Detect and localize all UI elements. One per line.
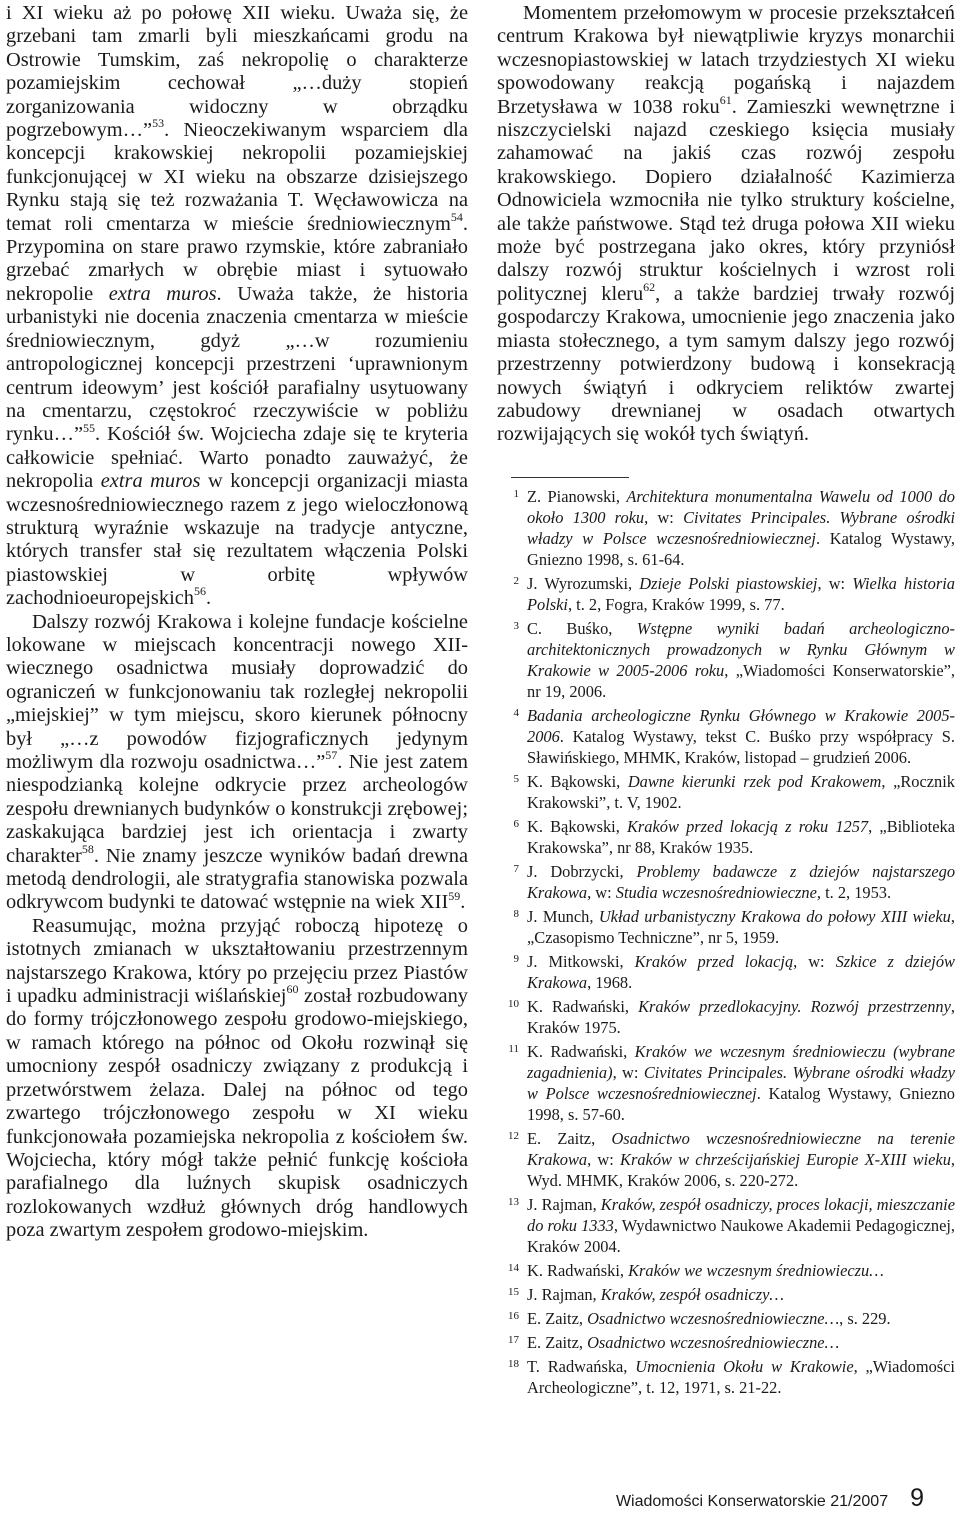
text-run: . Nie znamy jeszcze wyników badań drewna metodą dendrologii, ale stratygrafia stanowiska pozwala odkrywcom budynki te datować wstępnie na wiek XII [6, 844, 468, 914]
text-run: , w: [612, 1062, 644, 1082]
italic-text: Badania archeologiczne Rynku Głównego w Krakowie 2005-2006 [527, 705, 955, 746]
italic-text: Kraków w chrześcijańskiej Europie X-XIII wieku [620, 1149, 951, 1169]
italic-text: Studia wczesnośredniowieczne [615, 882, 817, 902]
italic-text: Kraków przedlokacyjny. Rozwój przestrzenny [638, 996, 951, 1016]
text-run: K. Bąkowski, [527, 816, 627, 836]
text-run: . Kościół św. Wojciecha zdaje się te kryteria całkowicie spełniać. Warto ponadto zauważyć, że nekropolia [6, 423, 468, 493]
footnote-number: 8 [513, 907, 519, 920]
footnote [497, 1332, 955, 1353]
footnote [497, 861, 955, 903]
footnote [497, 705, 955, 768]
text-run: , Kraków 1975. [527, 996, 955, 1037]
footnote-number: 9 [513, 952, 519, 965]
text-run: został rozbudowany do formy trójczłonowego zespołu grodowo-miejskiego, w ramach którego na północ od Okołu rozwinął się umocniony zespół osadniczy związany z produkcją i przetwórstwem żelaza. Dalej na północ od tego zwartego trójczłonowego zespołu w XI wieku funkcjonowała pozamiejska nekropolia z kościołem św. Wojciecha, który mógł także pełnić funkcję kościoła parafialnego dla luźnych skupisk osadniczych rozlokowanych wzdłuż głównych dróg handlowych poza zwartym zespołem grodowo-miejskim. [6, 985, 469, 1242]
text-run: J. Rajman, [527, 1194, 601, 1214]
text-run: , w: [587, 882, 616, 902]
footnote [497, 816, 955, 858]
text-run: , w: [587, 1149, 621, 1169]
text-run: C. Buśko, [527, 618, 637, 638]
footnote-number: 3 [513, 619, 519, 632]
text-run: , t. 2, 1953. [816, 882, 892, 902]
text-run: . [460, 891, 466, 914]
footnote-reference: 60 [286, 982, 299, 997]
italic-text: Civitates Principales. Wybrane ośrodki władzy w Polsce wczesnośredniowiecznej [527, 1062, 955, 1103]
footnote [497, 1128, 955, 1191]
footnote-list [497, 486, 955, 1398]
footnote-number: 10 [508, 997, 519, 1010]
text-run: Z. Pianowski, [527, 486, 627, 506]
footnote [497, 1194, 955, 1257]
text-run: Dalszy rozwój Krakowa i kolejne fundacje kościelne lokowane w miejscach koncentracji nowego XII-wiecznego osadnictwa musiały doprowadzić do ograniczeń w funkcjonowaniu tak rozległej nekropolii „miejskiej” w tym miejscu, skoro kierunek północny był „…z powodów fizjograficznych jedynym możliwym dla rozwoju osadnictwa…” [6, 610, 468, 773]
footnote-number: 12 [508, 1129, 519, 1142]
text-run: . Uważa także, że historia urbanistyki nie docenia znaczenia cmentarza w mieście średniowiecznym, gdyż „…w rozumieniu antropologicznej koncepcji przestrzeni ‘uprawnionym centrum ideowym’ jest kościół parafialny usytuowany na cmentarzu, częstokroć rzeczywiście w pobliżu rynku…” [6, 282, 468, 446]
italic-text: Architektura monumentalna Wawelu od 1000 do około 1300 roku [527, 486, 955, 527]
text-run: , „Czasopismo Techniczne”, nr 5, 1959. [527, 906, 955, 947]
text-run: , „Biblioteka Krakowska”, nr 88, Kraków 1935. [527, 816, 955, 857]
footnote-reference: 61 [719, 92, 732, 107]
text-run: . Zamieszki wewnętrzne i niszczycielski najazd czeskiego księcia musiały zahamować na jakiś czas rozwój zespołu krakowskiego. Dopiero działalność Kazimierza Odnowiciela wzmocniła nie tylko struktury kościelne, ale także państwowe. Stąd też druga połowa XII wieku może być postrzegana jako okres, który przyniósł dalszy rozwój struktur kościelnych i wzrost roli politycznej kleru [497, 95, 955, 305]
text-run: J. Dobrzycki, [527, 861, 637, 881]
footnote [497, 1308, 955, 1329]
italic-text: Kraków przed lokacją [634, 951, 794, 971]
text-run: J. Munch, [527, 906, 599, 926]
italic-text: Umocnienia Okołu w Krakowie [635, 1356, 854, 1376]
text-run: , Wydawnictwo Naukowe Akademii Pedagogicznej, Kraków 2004. [527, 1215, 955, 1256]
body-paragraph [497, 2, 955, 447]
text-run: K. Radwański, [527, 996, 639, 1016]
footnote-reference: 54 [450, 209, 463, 224]
italic-text: Osadnictwo wczesnośredniowieczne… [587, 1308, 840, 1328]
text-run: J. Mitkowski, [527, 951, 635, 971]
text-run: , w: [644, 507, 684, 527]
italic-text: Układ urbanistyczny Krakowa do połowy XIII wieku [598, 906, 951, 926]
text-run: , s. 229. [839, 1308, 891, 1328]
footnote-number: 6 [513, 817, 519, 830]
text-run: , 1968. [587, 972, 633, 992]
text-run: E. Zaitz, [527, 1128, 612, 1148]
text-run: , „Wiadomości Konserwatorskie”, nr 19, 2006. [527, 660, 956, 701]
text-run: , „Rocznik Krakowski”, t. V, 1902. [527, 771, 955, 812]
text-run: , Wyd. MHMK, Kraków 2006, s. 220-272. [527, 1149, 956, 1190]
footnote-number: 13 [508, 1195, 519, 1208]
footnote-number: 15 [508, 1285, 519, 1298]
footnote-reference: 53 [152, 116, 165, 131]
footnote-number: 4 [513, 706, 519, 719]
footnote [497, 1284, 955, 1305]
footnote-separator [511, 477, 629, 478]
body-paragraph [6, 611, 468, 915]
footnote [497, 996, 955, 1038]
italic-text: Osadnictwo wczesnośredniowieczne… [587, 1332, 840, 1352]
footnote-number: 17 [508, 1333, 519, 1346]
footnote-reference: 55 [83, 420, 96, 435]
italic-text: Wstępne wyniki badań archeologiczno-architektonicznych prowadzonych w Rynku Głównym w Krakowie w 2005-2006 roku [527, 618, 955, 680]
footnote-number: 2 [513, 574, 519, 587]
footnote-reference: 59 [448, 888, 461, 903]
text-run: J. Wyrozumski, [527, 573, 640, 593]
footnote-number: 11 [508, 1042, 519, 1055]
text-run: . Przypomina on stare prawo rzymskie, które zabraniało grzebać zmarłych w obrębie miast i sytuowało nekropolie [6, 212, 468, 305]
footnote [497, 771, 955, 813]
footnote [497, 951, 955, 993]
text-run: . [205, 587, 212, 610]
text-run: w koncepcji organizacji miasta wczesnośredniowiecznego razem z jego wieloczłonową strukturą wyraźnie wskazuje na tradycje antyczne, których transfer stał się rezultatem włączenia Polski piastowskiej w orbitę wpływów zachodnioeuropejskich [6, 470, 469, 610]
italic-text: Osadnictwo wczesnośredniowieczne na terenie Krakowa [527, 1128, 955, 1169]
left-column [6, 2, 468, 1243]
right-column [497, 2, 955, 1401]
journal-title: Wiadomości Konserwatorskie 21/2007 [615, 1493, 889, 1510]
text-run: . Katalog Wystawy, Gniezno 1998, s. 61-64. [527, 528, 956, 569]
italic-text: Kraków, zespół osadniczy… [600, 1284, 784, 1304]
footnote-number: 5 [513, 772, 519, 785]
footnote [497, 1260, 955, 1281]
italic-text: Kraków, zespół osadniczy, proces lokacji, mieszczanie do roku 1333 [527, 1194, 955, 1235]
footnote-number: 14 [508, 1261, 519, 1274]
footnote-reference: 58 [81, 841, 94, 856]
text-run: Momentem przełomowym w procesie przekształceń centrum Krakowa był niewątpliwie kryzys monarchii wczesnopiastowskiej w latach trzydziestych XI wieku spowodowany reakcją pogańską i najazdem Brzetysława w 1038 roku [497, 2, 955, 118]
footnote-number: 18 [508, 1357, 519, 1370]
italic-text: extra muros [108, 282, 217, 305]
italic-text: Wielka historia Polski [527, 573, 956, 614]
footnote-reference: 62 [643, 280, 656, 295]
text-run: . Nieoczekiwanym wsparciem dla koncepcji krakowskiej nekropolii pozamiejskiej funkcjonującej w XI wieku na obszarze dzisiejszego Rynku stają się też rozważania T. Węcławowicza na temat roli cmentarza w mieście średniowiecznym [6, 119, 468, 235]
footnote-reference: 57 [325, 748, 338, 763]
body-paragraph [6, 915, 468, 1243]
footnote [497, 1041, 955, 1125]
text-run: i XI wieku aż po połowę XII wieku. Uważa się, że grzebani tam zmarli byli mieszkańcami grodu na Ostrowie Tumskim, zaś nekropolię o charakterze pozamiejskim cechował „…duży stopień zorganizowania widoczny w obrządku pogrzebowym…” [6, 2, 468, 142]
italic-text: Dawne kierunki rzek pod Krakowem [627, 771, 882, 791]
italic-text: Kraków przed lokacją z roku 1257 [626, 816, 869, 836]
text-run: , a także bardziej trwały rozwój gospodarczy Krakowa, umocnienie jego znaczenia jako miasta stołecznego, a tym samym dalszy jego rozwój przestrzenny potwierdzony budową i konsekracją nowych świątyń i odkryciem reliktów zwartej zabudowy drewnianej w osadach otwartych rozwijających się wokół tych świątyń. [497, 282, 955, 446]
footnote [497, 1356, 955, 1398]
text-run: . Katalog Wystawy, Gniezno 1998, s. 57-60. [527, 1083, 955, 1124]
text-run: E. Zaitz, [527, 1332, 588, 1352]
text-run: . Nie jest zatem niespodzianką kolejne odkrycie przez archeologów zespołu drewnianych budynków o konstrukcji zrębowej; zaskakująca bardziej jest ich orientacja i zwarty charakter [6, 751, 468, 867]
page-footer [616, 1484, 924, 1513]
footnote [497, 906, 955, 948]
italic-text: Szkice z dziejów Krakowa [527, 951, 955, 992]
footnote-reference: 56 [193, 584, 206, 599]
italic-text: Dzieje Polski piastowskiej [639, 573, 818, 593]
right-column-text [497, 2, 955, 447]
body-paragraph [6, 2, 468, 611]
text-run: E. Zaitz, [527, 1308, 588, 1328]
footnote [497, 618, 955, 702]
text-run: , t. 2, Fogra, Kraków 1999, s. 77. [567, 594, 785, 614]
text-run: Reasumując, można przyjąć roboczą hipotezę o istotnych zmianach w ukształtowaniu przestrzennym najstarszego Krakowa, który po przejęciu przez Piastów i upadku administracji wiślańskiej [6, 914, 468, 1008]
italic-text: extra muros [100, 470, 201, 493]
text-run: J. Rajman, [527, 1284, 601, 1304]
footnote [497, 573, 955, 615]
text-run: , w: [817, 573, 853, 593]
text-run: . Katalog Wystawy, tekst C. Buśko przy współpracy S. Sławińskiego, MHMK, Kraków, listopad – grudzień 2006. [527, 726, 955, 767]
text-run: K. Radwański, [527, 1260, 629, 1280]
footnote-number: 16 [508, 1309, 519, 1322]
italic-text: Problemy badawcze z dziejów najstarszego Krakowa [527, 861, 956, 902]
text-run: K. Radwański, [527, 1041, 635, 1061]
footnote-number: 7 [513, 862, 519, 875]
page-number: 9 [910, 1484, 924, 1512]
footnote-number: 1 [513, 487, 519, 500]
italic-text: Kraków we wczesnym średniowieczu… [628, 1260, 884, 1280]
text-run: K. Bąkowski, [527, 771, 628, 791]
footnote [497, 486, 955, 570]
italic-text: Kraków we wczesnym średniowieczu (wybrane zagadnienia) [527, 1041, 955, 1082]
text-run: , w: [793, 951, 836, 971]
text-run: , „Wiadomości Archeologiczne”, t. 12, 1971, s. 21-22. [527, 1356, 955, 1397]
italic-text: Civitates Principales. Wybrane ośrodki władzy w Polsce wczesnośredniowiecznej [527, 507, 955, 548]
text-run: T. Radwańska, [527, 1356, 636, 1376]
